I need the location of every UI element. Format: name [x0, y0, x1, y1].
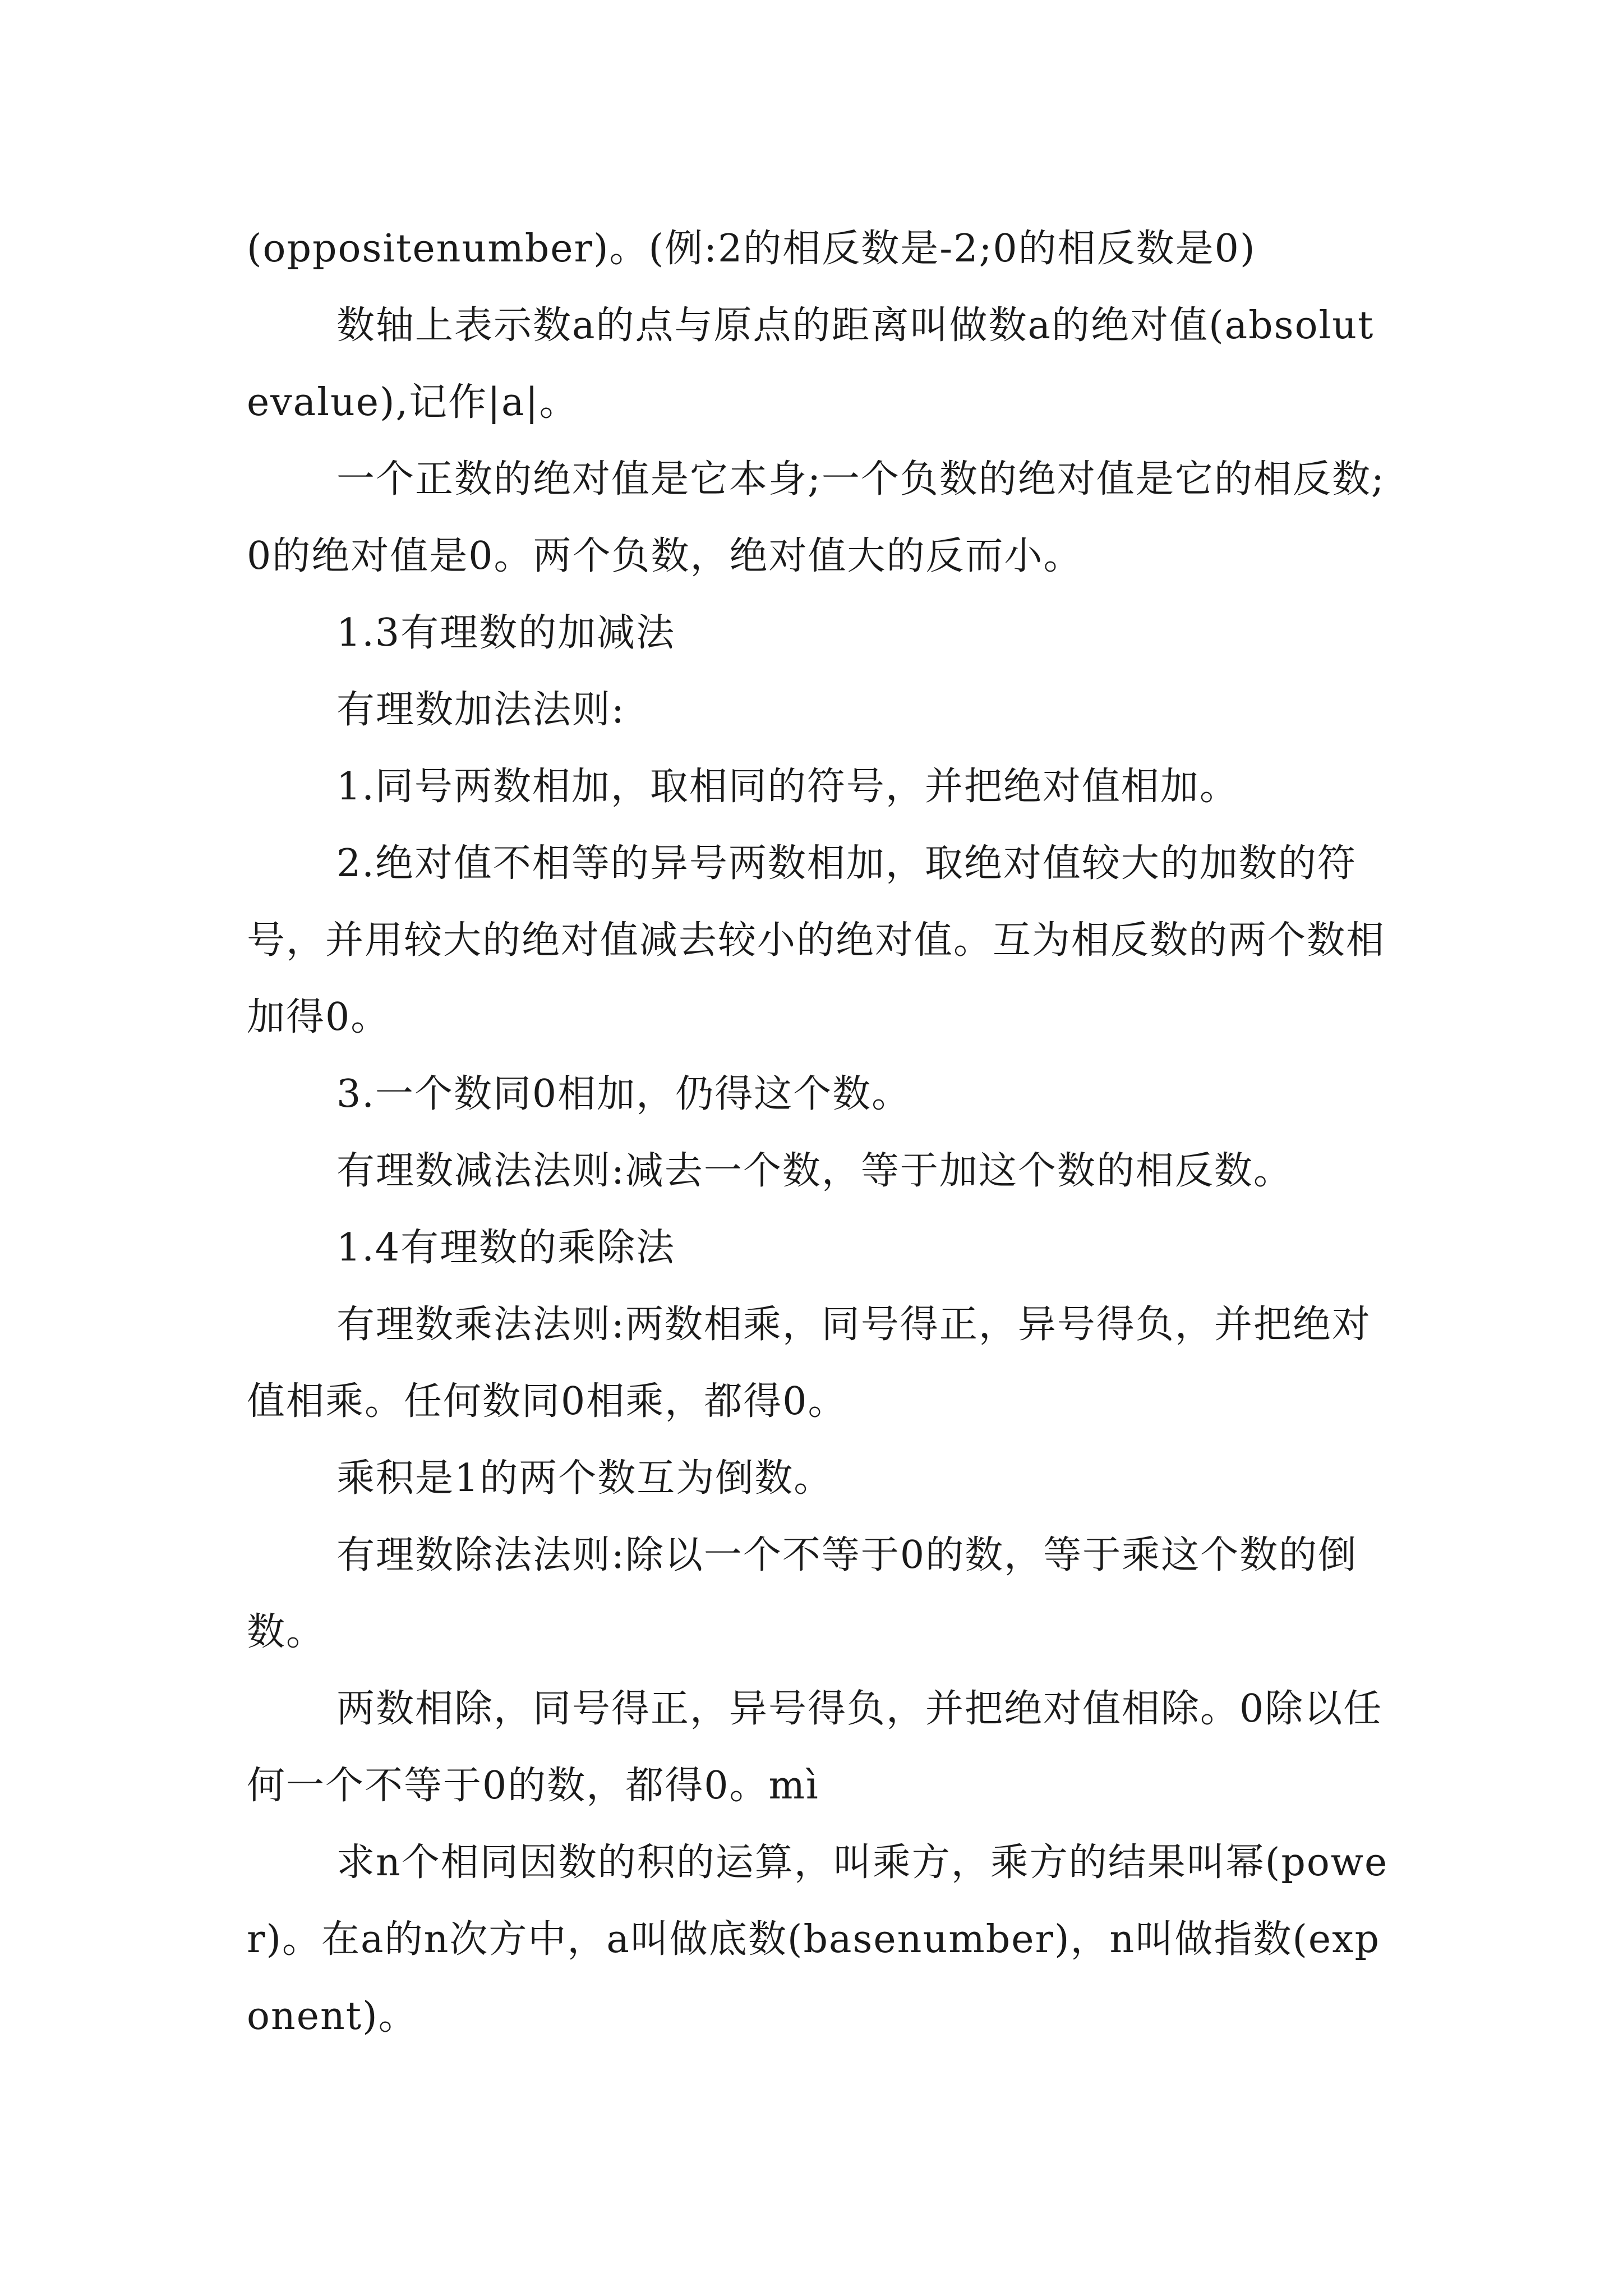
paragraph-addition-rule-1: 1.同号两数相加，取相同的符号，并把绝对值相加。	[336, 765, 1239, 809]
paragraph-addition-rule-3: 3.一个数同0相加，仍得这个数。	[336, 1072, 911, 1116]
paragraph-division-rule: 有理数除法法则:除以一个不等于0的数，等于乘这个数的倒数。	[247, 1533, 1358, 1654]
section-heading-addition-subtraction: 1.3有理数的加减法	[336, 611, 676, 655]
paragraph-absolute-value-definition: 数轴上表示数a的点与原点的距离叫做数a的绝对值(absolutevalue),记作|a|。	[247, 303, 1375, 425]
paragraph-reciprocal-definition: 乘积是1的两个数互为倒数。	[336, 1456, 833, 1501]
paragraph-opposite-number-example: (oppositenumber)。(例:2的相反数是-2;0的相反数是0)	[247, 227, 1256, 271]
paragraph-subtraction-rule: 有理数减法法则:减去一个数，等于加这个数的相反数。	[336, 1149, 1293, 1193]
paragraph-absolute-value-properties: 一个正数的绝对值是它本身;一个负数的绝对值是它的相反数;0的绝对值是0。两个负数，绝对值大的反而小。	[247, 457, 1385, 578]
paragraph-multiplication-rule: 有理数乘法法则:两数相乘，同号得正，异号得负，并把绝对值相乘。任何数同0相乘，都得0。	[247, 1303, 1371, 1424]
document-body	[247, 210, 1391, 2055]
section-heading-multiplication-division: 1.4有理数的乘除法	[336, 1226, 676, 1270]
paragraph-power-definition: 求n个相同因数的积的运算，叫乘方，乘方的结果叫幂(power)。在a的n次方中，a叫做底数(basenumber)，n叫做指数(exponent)。	[247, 1841, 1389, 2039]
paragraph-addition-rule-2: 2.绝对值不相等的异号两数相加，取绝对值较大的加数的符号，并用较大的绝对值减去较小的绝对值。互为相反数的两个数相加得0。	[247, 841, 1386, 1039]
paragraph-addition-rules-title: 有理数加法法则:	[336, 688, 625, 732]
paragraph-division-sign-rule: 两数相除，同号得正，异号得负，并把绝对值相除。0除以任何一个不等于0的数，都得0。mì	[247, 1687, 1383, 1808]
